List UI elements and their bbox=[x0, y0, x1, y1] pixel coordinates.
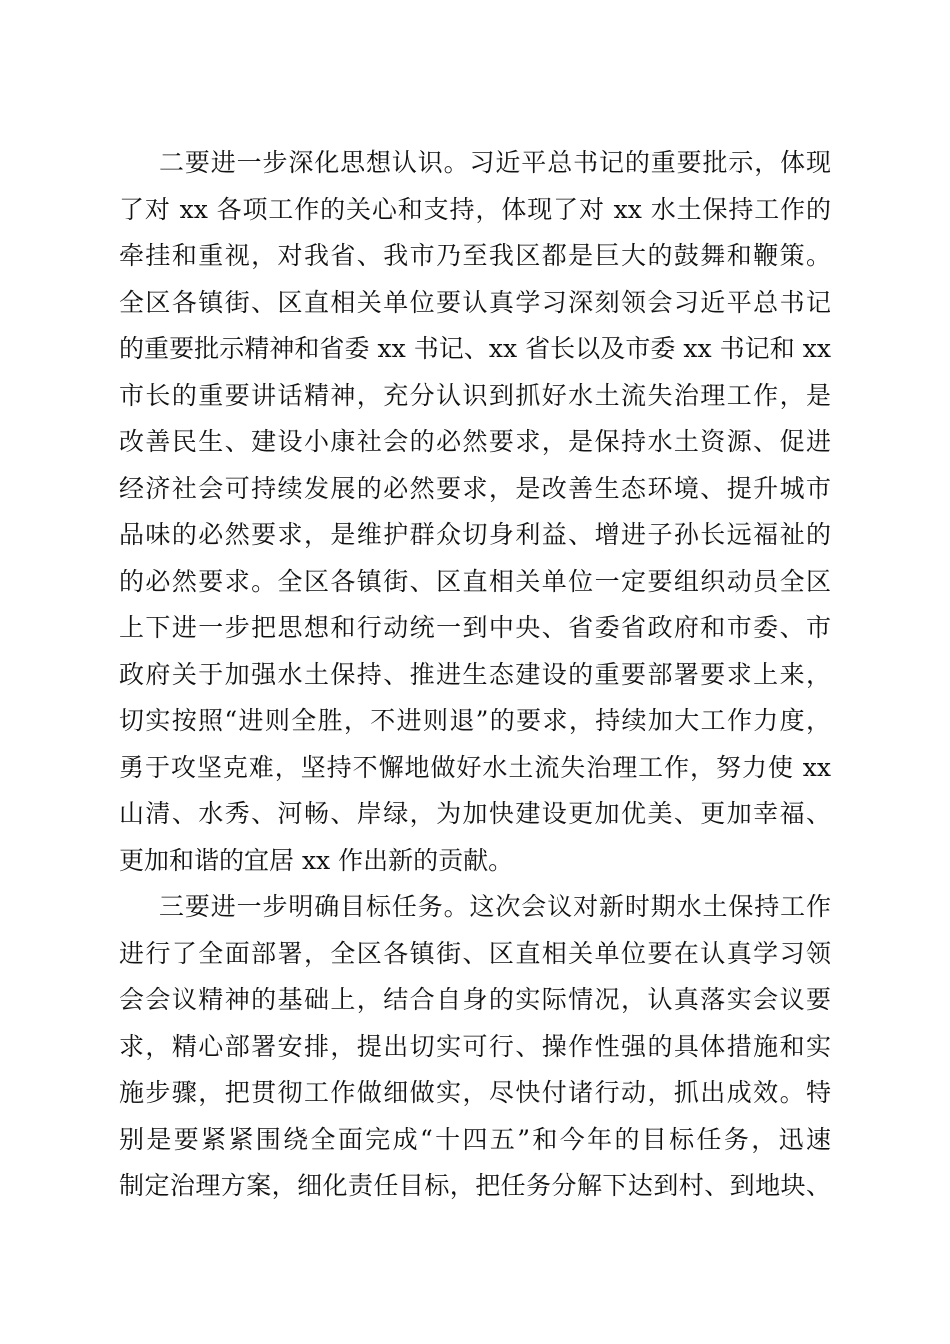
text-line: 的必然要求。全区各镇街、区直相关单位一定要组织动员全区 bbox=[119, 566, 831, 596]
text-line: 改善民生、建设小康社会的必然要求，是保持水土资源、促进 bbox=[119, 427, 831, 456]
text-line: 更加和谐的宜居 xx 作出新的贡献。 bbox=[119, 845, 514, 875]
text-line: 切实按照“进则全胜，不进则退”的要求，持续加大工作力度， bbox=[119, 706, 831, 735]
document-body bbox=[119, 140, 831, 1210]
text-line: 会会议精神的基础上，结合自身的实际情况，认真落实会议要 bbox=[119, 985, 831, 1014]
text-line: 勇于攻坚克难，坚持不懈地做好水土流失治理工作，努力使 xx bbox=[119, 752, 831, 782]
text-line: 进行了全面部署，全区各镇街、区直相关单位要在认真学习领 bbox=[119, 938, 831, 968]
text-line: 上下进一步把思想和行动统一到中央、省委省政府和市委、市 bbox=[119, 613, 831, 642]
text-line: 三要进一步明确目标任务。这次会议对新时期水土保持工作 bbox=[159, 892, 831, 921]
paragraph-clarify-goals bbox=[119, 884, 831, 1210]
text-line: 政府关于加强水土保持、推进生态建设的重要部署要求上来， bbox=[119, 659, 831, 689]
text-line: 别是要紧紧围绕全面完成“十四五”和今年的目标任务，迅速 bbox=[119, 1124, 831, 1154]
text-line: 山清、水秀、河畅、岸绿，为加快建设更加优美、更加幸福、 bbox=[119, 799, 831, 828]
text-line: 经济社会可持续发展的必然要求，是改善生态环境、提升城市 bbox=[119, 473, 831, 503]
text-line: 全区各镇街、区直相关单位要认真学习深刻领会习近平总书记 bbox=[119, 287, 831, 317]
text-line: 了对 xx 各项工作的关心和支持，体现了对 xx 水土保持工作的 bbox=[119, 194, 831, 224]
text-line: 的重要批示精神和省委 xx 书记、xx 省长以及市委 xx 书记和 xx bbox=[119, 334, 831, 363]
text-line: 牵挂和重视，对我省、我市乃至我区都是巨大的鼓舞和鞭策。 bbox=[119, 241, 831, 270]
text-line: 求，精心部署安排，提出切实可行、操作性强的具体措施和实 bbox=[119, 1031, 831, 1061]
text-line: 市长的重要讲话精神，充分认识到抓好水土流失治理工作，是 bbox=[119, 380, 831, 410]
text-line: 品味的必然要求，是维护群众切身利益、增进子孙长远福祉的 bbox=[119, 520, 831, 549]
text-line: 二要进一步深化思想认识。习近平总书记的重要批示，体现 bbox=[159, 148, 831, 177]
text-line: 制定治理方案，细化责任目标，把任务分解下达到村、到地块、 bbox=[119, 1171, 831, 1200]
paragraph-deepen-understanding bbox=[119, 140, 831, 884]
text-line: 施步骤，把贯彻工作做细做实，尽快付诸行动，抓出成效。特 bbox=[119, 1078, 831, 1107]
